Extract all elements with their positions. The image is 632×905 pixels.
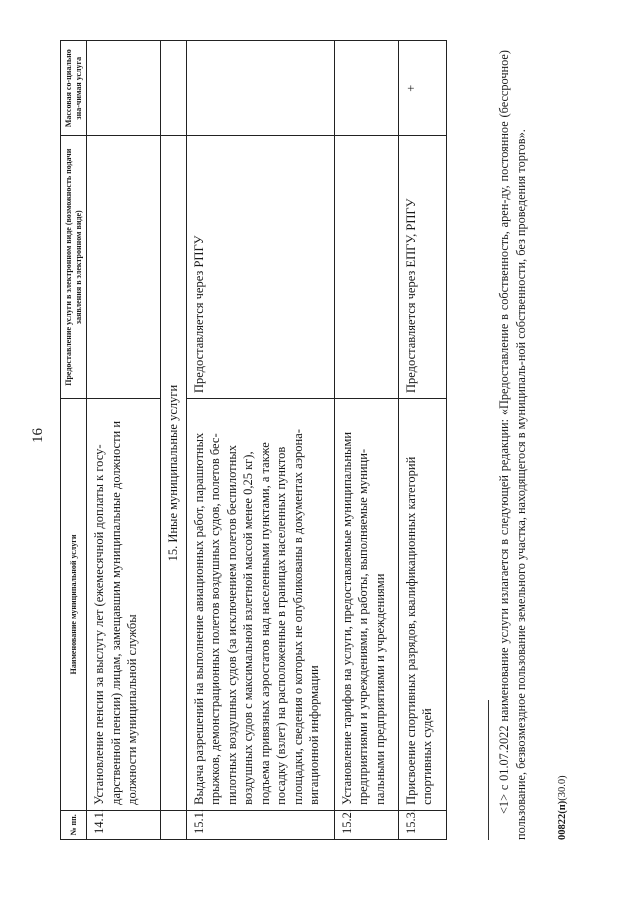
table-header-row [61, 41, 87, 840]
document-id-rest: (30.0) [557, 775, 568, 801]
footnote-divider [488, 700, 489, 840]
row-electronic: Предоставляется через РПГУ [186, 136, 334, 399]
page-number: 16 [30, 428, 46, 443]
header-name: Наименование муниципальной услуги [61, 398, 87, 810]
row-num: 15.1. [186, 810, 334, 839]
header-electronic: Предоставление услуги в электронном виде (возможность подачи заявления в электронном виде) [61, 136, 87, 399]
header-num: № пп. [61, 810, 87, 839]
row-mass [87, 41, 161, 136]
row-name: Выдача разрешений на выполнение авиационных работ, парашютных прыжков, демонстрационных полетов воздушных судов, полетов бес-пилотных воздушных судов (за исключением полетов беспилотных воздушных судов с максимальной взлетной массой менее 0,25 кг), подъема привязных аэростатов над населенными пунктами, а также посадку (взлет) на расположенные в границах населенных пунктов площадки, сведения о которых не опубликованы в документах аэрона-вигационной информации [186, 398, 334, 810]
row-mass: + [398, 41, 446, 136]
table-row [334, 41, 398, 840]
row-electronic [87, 136, 161, 399]
row-num: 15.3. [398, 810, 446, 839]
row-electronic: Предоставляется через ЕПГУ, РПГУ [398, 136, 446, 399]
section-row [161, 41, 187, 840]
document-id [557, 775, 568, 840]
section-spacer [161, 810, 187, 839]
row-electronic [334, 136, 398, 399]
table-row [398, 41, 446, 840]
header-mass: Массовая со-циально зна-чимая услуга [61, 41, 87, 136]
document-id-bold: 00822(п) [557, 800, 568, 840]
table-row [186, 41, 334, 840]
services-table [60, 40, 447, 840]
section-title: 15. Иные муниципальные услуги [161, 136, 187, 810]
footnote: <1> с 01.07.2022 наименование услуги излагается в следующей редакции: «Предоставление в собственность, арен-ду, постоянное (бессрочное) пользование, безвозмездное пользование земельного участка, находящегося в муниципаль-ной собственности, без проведения торгов». [497, 50, 528, 840]
row-name: Установление пенсии за выслугу лет (ежемесячной доплаты к госу-дарственной пенсии) лицам, замещавшим муниципальные должности и должности муниципальной службы [87, 398, 161, 810]
rotated-page-content [60, 40, 580, 840]
row-name: Присвоение спортивных разрядов, квалификационных категорий спортивных судей [398, 398, 446, 810]
row-num: 15.2. [334, 810, 398, 839]
table-row [87, 41, 161, 840]
row-mass [334, 41, 398, 136]
row-num: 14.1. [87, 810, 161, 839]
row-name: Установление тарифов на услуги, предоставляемые муниципальными предприятиями и учреждениями, и работы, выполняемые муници-пальными предприятиями и учреждениями [334, 398, 398, 810]
row-mass [186, 41, 334, 136]
section-spacer-right [161, 41, 187, 136]
